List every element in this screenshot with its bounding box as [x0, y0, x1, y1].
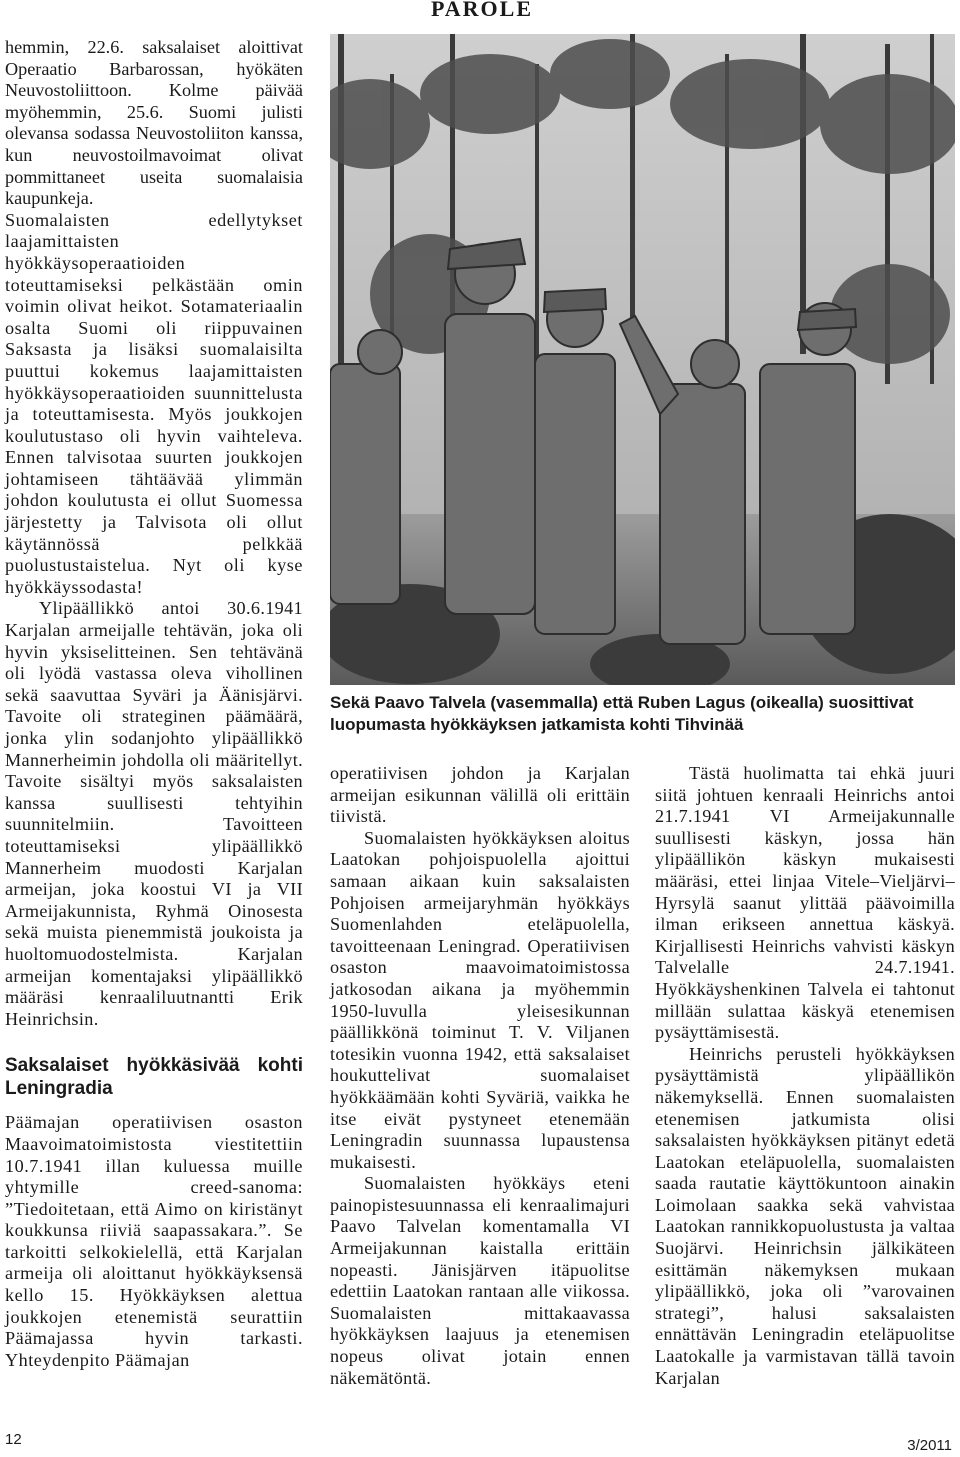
article-photo — [330, 34, 955, 685]
soldiers-photo-illustration — [330, 34, 955, 685]
paragraph: hemmin, 22.6. saksalaiset aloittivat Operaatio Barbarossan, hyökäten Neuvostoliittoon. Kolme päivää myöhemmin, 25.6. Suomi julisti olevansa sodassa Neuvostoliiton kanssa, kun neuvostoilmavoimat olivat pommittaneet useita suomalaisia kaupunkeja. — [5, 37, 303, 209]
article-column-2 — [330, 763, 630, 1389]
masthead: PAROLE — [430, 0, 534, 21]
article-column-1 — [5, 37, 303, 1371]
photo-caption: Sekä Paavo Talvela (vasemmalla) että Ruben Lagus (oikealla) suosittivat luopumasta hyökkäyksen jatkamista kohti Tihvinää — [330, 693, 914, 734]
paragraph: Suomalaisten hyökkäys eteni painopistesuunnassa eli kenraalimajuri Paavo Talvelan komentamalla VI Armeijakunnan kaistalla erittäin nopeasti. Jänisjärven itäpuolitse edettiin Laatokan rantaan alle viikossa. Suomalaisten mittakaavassa hyökkäyksen laajuus ja etenemisen nopeus olivat jotain ennen näkemätöntä. — [330, 1173, 630, 1388]
paragraph: Päämajan operatiivisen osaston Maavoimatoimistosta viestitettiin 10.7.1941 illan kuluessa muille yhtymille creed-sanoma: ”Tiedoitetaan, että Aimo on kiristänyt koukkunsa riiviä saapassakara.”. Se tarkoitti selkokielellä, että Karjalan armeija oli aloittanut hyökkäyksensä kello 15. Hyökkäyksen alettua joukkojen etenemistä seurattiin Päämajassa hyvin tarkasti. Yhteydenpito Päämajan — [5, 1112, 303, 1370]
article-column-3 — [655, 763, 955, 1389]
section-heading: Saksalaiset hyökkäsivää kohti Leningradia — [5, 1055, 303, 1100]
paragraph: Ylipäällikkö antoi 30.6.1941 Karjalan armeijalle tehtävän, joka oli hyvin yksiselitteinen. Sen tehtävänä oli lyödä vastassa oleva vihollinen sekä saavuttaa Syväri ja Äänisjärvi. Tavoite oli strateginen päämäärä, jonka ylin sodanjohto ylipäällikkö Mannerheimin johdolla oli määritellyt. Tavoite sisältyi myös saksalaisten kanssa suullisesti tehtyihin suunnitelmiin. Tavoitteen toteuttamiseksi ylipäällikkö Mannerheim muodosti Karjalan armeijan, joka koostui VI ja VII Armeijakunnista, Ryhmä Oinosesta sekä muista pienemmistä joukoista ja huoltomuodostelmista. Karjalan armeijan komentajaksi ylipäällikkö määräsi kenraaliluutnantti Erik Heinrichsin. — [5, 598, 303, 1029]
paragraph: Heinrichs perusteli hyökkäyksen pysäyttämistä ylipäällikön näkemyksellä. Ennen suomalaisten etenemisen jatkumista olisi saksalaisten hyökkäyksen pitänyt edetä Laatokan eteläpuolella, suomalaisten saada rautatie käyttökuntoon ainakin Loimolaan saakka sekä vahvistaa Laatokan rannikkopuolustusta ja valtaa Suojärvi. Heinrichsin jälkikäteen esittämän näkemyksen mukaan ylipäällikkö, joka oli ”varovainen strategi”, halusi saksalaisten ennättävän Leningradin eteläpuolitse Laatokalle ja varmistavan tällä tavoin Karjalan — [655, 1043, 955, 1388]
issue-number: 3/2011 — [907, 1437, 952, 1454]
paragraph: Suomalaisten edellytykset laajamittaisten hyökkäysoperaatioiden toteuttamiseksi pelkästään omin voimin olivat heikot. Sotamateriaalin osalta Suomi oli riippuvainen Saksasta ja lisäksi suomalaisilta puuttui kokemus laajamittaisten hyökkäysoperaatioiden suunnittelusta ja toteuttamisesta. Myös joukkojen koulutustaso oli hyvin vaihteleva. Ennen talvisotaa suurten joukkojen johtamiseen tähtäävää ylimmän johdon koulutusta ei ollut Suomessa järjestetty ja Talvisota oli ollut käytännössä pelkkää puolustustaistelua. Nyt oli kyse hyökkäyssodasta! — [5, 209, 303, 597]
paragraph: Tästä huolimatta tai ehkä juuri siitä johtuen kenraali Heinrichs antoi 21.7.1941 VI Armeijakunnalle suullisesti käskyn, jossa hän ylipäällikön käskyn mukaisesti määräsi, ettei linjaa Vitele–Vieljärvi–Hyrsylä saanut ylittää päävoimilla ilman erikseen annettua käskyä. Kirjallisesti Heinrichs vahvisti käskyn Talvelalle 24.7.1941. Hyökkäyshenkinen Talvela ei tahtonut millään sulattaa käskyä etenemisen pysäyttämisestä. — [655, 763, 955, 1043]
paragraph: operatiivisen johdon ja Karjalan armeijan esikunnan välillä oli erittäin tiivistä. — [330, 763, 630, 827]
page-number: 12 — [5, 1431, 22, 1448]
paragraph: Suomalaisten hyökkäyksen aloitus Laatokan pohjoispuolella ajoittui samaan aikaan kuin saksalaisten Pohjoisen armeijaryhmän hyökkäys Suomenlahden eteläpuolella, tavoitteenaan Leningrad. Operatiivisen osaston maavoimatoimistossa jatkosodan aikana ja myöhemmin 1950-luvulla yleisesikunnan päällikkönä toiminut T. V. Viljanen totesikin vuonna 1942, että saksalaiset houkuttelivat suomalaiset hyökkäämään kohti Syväriä, vaikka he itse eivät pystyneet etenemään Leningradin suunnassa lupaustensa mukaisesti. — [330, 827, 630, 1172]
